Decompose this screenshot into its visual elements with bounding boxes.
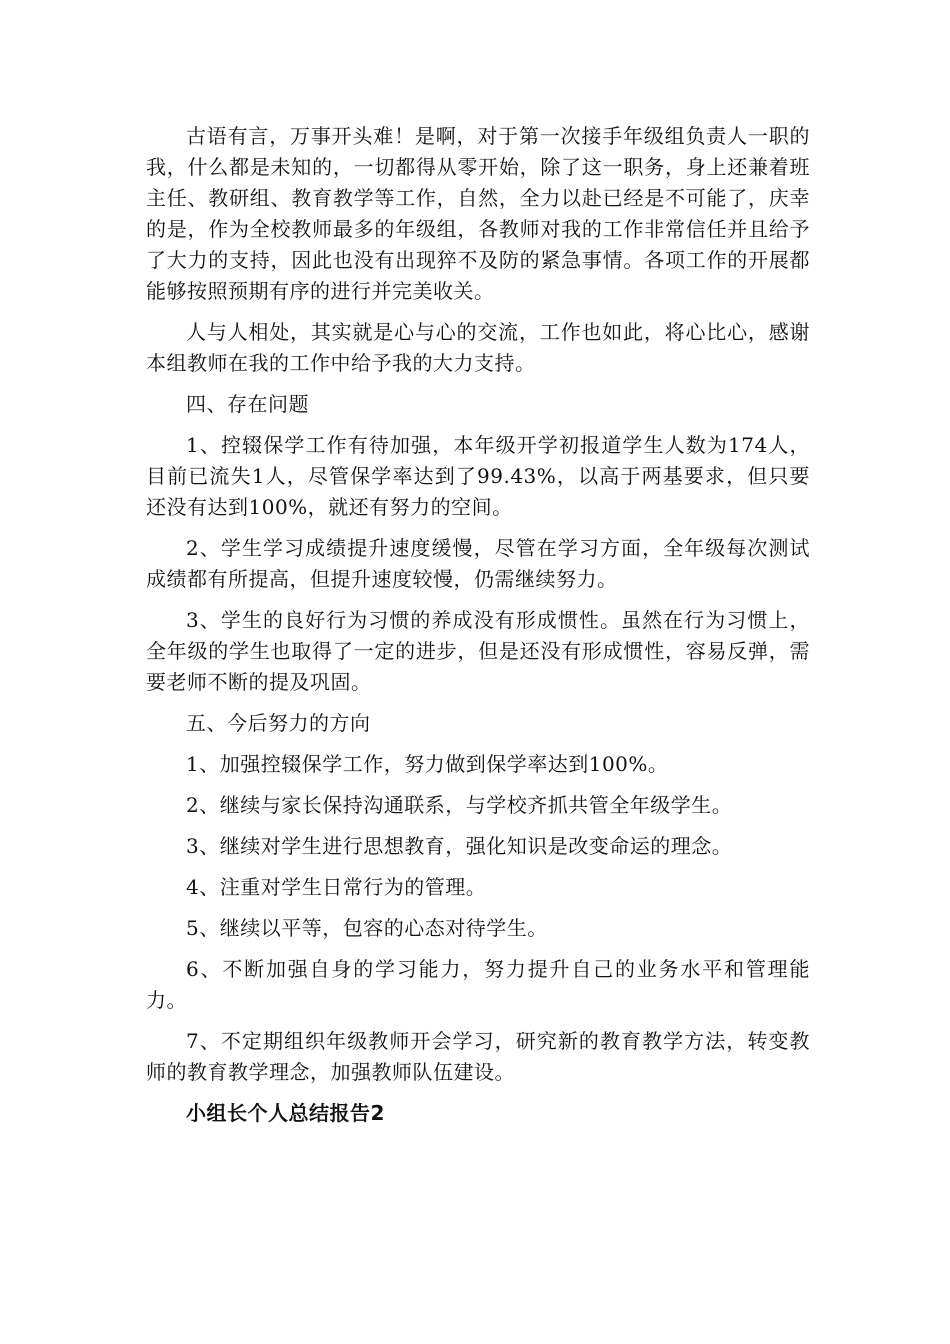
problem-item-1: 1、控辍保学工作有待加强，本年级开学初报道学生人数为174人，目前已流失1人，尽管保学率达到了99.43%，以高于两基要求，但只要还没有达到100%，就还有努力的空间。 [146,433,810,519]
document-body [146,121,810,1129]
direction-item-4: 4、注重对学生日常行为的管理。 [186,875,487,899]
paragraph-gratitude: 人与人相处，其实就是心与心的交流，工作也如此，将心比心，感谢本组教师在我的工作中给予我的大力支持。 [146,320,810,375]
problem-item-3: 3、学生的良好行为习惯的养成没有形成惯性。虽然在行为习惯上，全年级的学生也取得了一定的进步，但是还没有形成惯性，容易反弹，需要老师不断的提及巩固。 [146,608,810,694]
direction-item-1: 1、加强控辍保学工作，努力做到保学率达到100%。 [186,752,669,776]
section-heading-problems: 四、存在问题 [186,392,309,416]
direction-item-6: 6、不断加强自身的学习能力，努力提升自己的业务水平和管理能力。 [146,957,810,1012]
direction-item-5: 5、继续以平等，包容的心态对待学生。 [186,916,548,940]
direction-item-7: 7、不定期组织年级教师开会学习，研究新的教育教学方法，转变教师的教育教学理念，加强教师队伍建设。 [146,1029,810,1084]
section-heading-direction: 五、今后努力的方向 [186,711,371,735]
paragraph-intro: 古语有言，万事开头难！是啊，对于第一次接手年级组负责人一职的我，什么都是未知的，一切都得从零开始，除了这一职务，身上还兼着班主任、教研组、教育教学等工作，自然，全力以赴已经是不可能了，庆幸的是，作为全校教师最多的年级组，各教师对我的工作非常信任并且给予了大力的支持，因此也没有出现猝不及防的紧急事情。各项工作的开展都能够按照预期有序的进行并完美收关。 [146,124,810,303]
direction-item-3: 3、继续对学生进行思想教育，强化知识是改变命运的理念。 [186,834,733,858]
direction-item-2: 2、继续与家长保持沟通联系，与学校齐抓共管全年级学生。 [186,793,733,817]
problem-item-2: 2、学生学习成绩提升速度缓慢，尽管在学习方面，全年级每次测试成绩都有所提高，但提升速度较慢，仍需继续努力。 [146,536,810,591]
report-heading: 小组长个人总结报告2 [186,1101,385,1125]
